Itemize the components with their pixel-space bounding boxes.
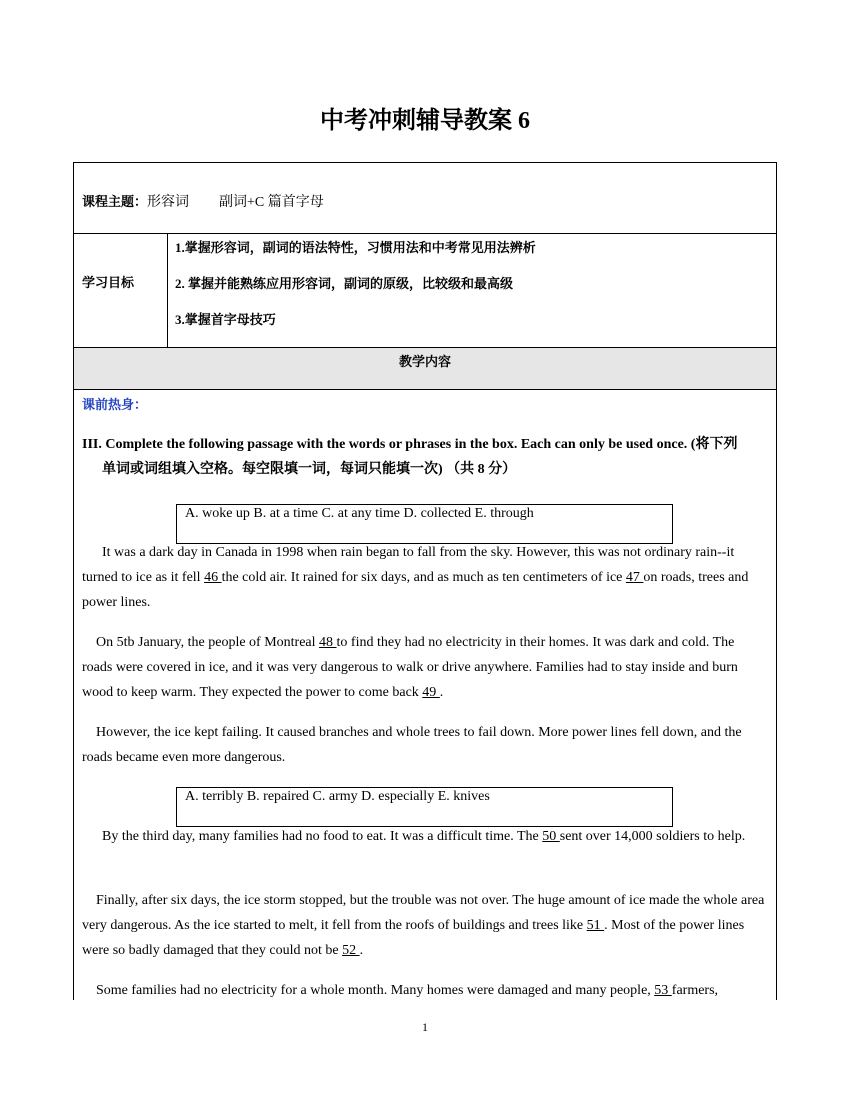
answer-blank: 51 — [586, 918, 605, 933]
goal-item: 3.掌握首字母技巧 — [175, 312, 276, 327]
passage-paragraph: It was a dark day in Canada in 1998 when rain began to fall from the sky. However, this was not ordinary rain--it turned to ice as it fell 46 the cold air. It rained for six days, and as much as ten centimeters of ice 47 on roads, trees and power lines. — [82, 545, 749, 610]
course-topic — [82, 191, 324, 211]
answer-blank: 52 — [342, 943, 360, 958]
answer-blank: 46 — [204, 570, 222, 585]
answer-blank: 47 — [625, 570, 644, 585]
topic-label: 课程主题： — [82, 194, 148, 209]
topic-part1: 形容词 — [147, 195, 190, 210]
page-title: 中考冲刺辅导教案 6 — [320, 108, 530, 134]
passage-paragraph: However, the ice kept failing. It caused branches and whole trees to fail down. More power lines fell down, and the roads became even more dangerous. — [82, 725, 742, 765]
answer-blank: 50 — [542, 829, 560, 844]
column-divider — [167, 234, 168, 347]
topic-row — [73, 162, 777, 234]
word-box: A. terribly B. repaired C. army D. especially E. knives — [176, 787, 673, 827]
goal-item: 2. 掌握并能熟练应用形容词，副词的原级，比较级和最高级 — [175, 276, 514, 291]
goal-item: 1.掌握形容词，副词的语法特性，习惯用法和中考常见用法辨析 — [175, 240, 536, 255]
content-body — [73, 389, 777, 1000]
topic-part2: 副词+C 篇首字母 — [219, 195, 324, 210]
warmup-label: 课前热身： — [82, 397, 148, 412]
goals-label: 学习目标 — [82, 275, 135, 290]
goals-row — [73, 233, 777, 348]
answer-blank: 49 — [422, 685, 440, 700]
word-box: A. woke up B. at a time C. at any time D. collected E. through — [176, 504, 673, 544]
passage-paragraph: Some families had no electricity for a whole month. Many homes were damaged and many people, 53 farmers, — [96, 983, 719, 998]
page-number: 1 — [422, 1020, 428, 1034]
instruction-line-1: III. Complete the following passage with the words or phrases in the box. Each can only be used once. (将下列 — [82, 437, 738, 452]
instruction-line-2: 单词或词组填入空格。每空限填一词，每词只能填一次) （共 8 分） — [102, 462, 517, 477]
answer-blank: 48 — [319, 635, 337, 650]
answer-blank: 53 — [654, 983, 672, 998]
passage-paragraph: Finally, after six days, the ice storm stopped, but the trouble was not over. The huge amount of ice made the whole area very dangerous. As the ice started to melt, it fell from the roofs of buildings and trees like 51 . Most of the power lines were so badly damaged that they could not be 52 . — [82, 893, 765, 958]
passage-paragraph: By the third day, many families had no food to eat. It was a difficult time. The 50 sent over 14,000 soldiers to help. — [102, 829, 746, 844]
exercise-instruction — [82, 432, 768, 482]
content-header-row — [73, 347, 777, 390]
content-header: 教学内容 — [398, 354, 451, 369]
passage-paragraph: On 5tb January, the people of Montreal 48 to find they had no electricity in their homes. It was dark and cold. The roads were covered in ice, and it was very dangerous to walk or drive anywhere. Families had to stay inside and burn wood to keep warm. They expected the power to come back 49 . — [82, 635, 738, 700]
